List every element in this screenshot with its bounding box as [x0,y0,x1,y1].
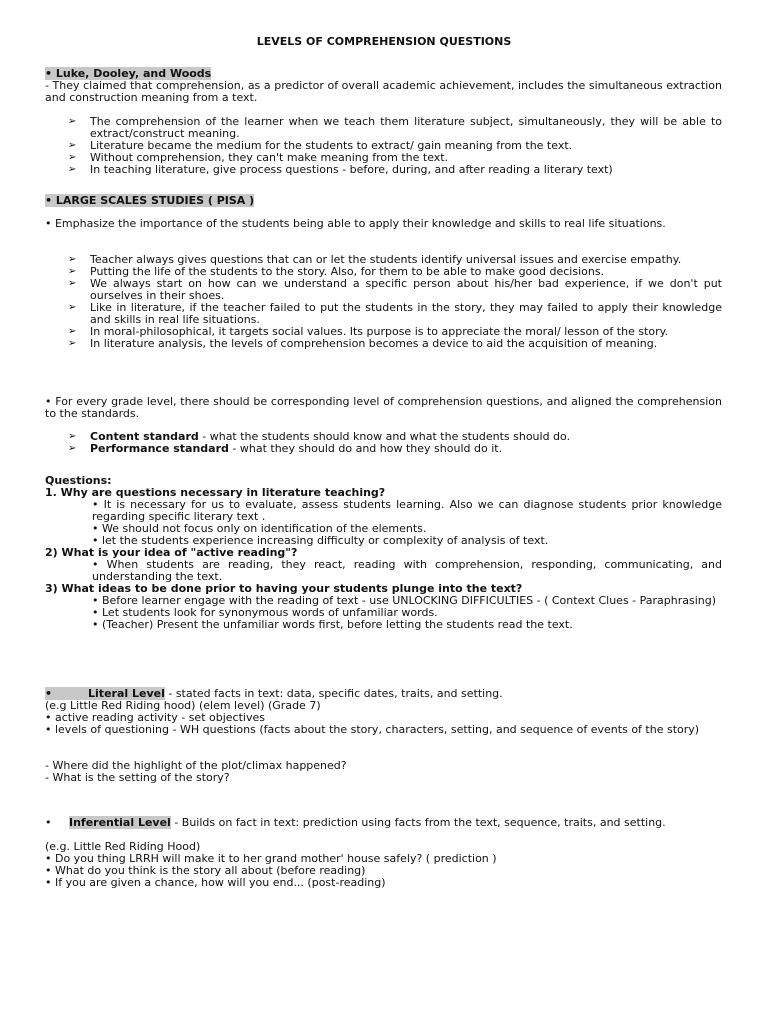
literal-level-section [45,688,722,784]
arrow-bullet-icon: ➢ [68,431,77,442]
questions-heading: Questions: [45,474,112,487]
arrow-bullet-icon: ➢ [68,302,77,313]
question-2: 2) What is your idea of "active reading"? [45,546,298,559]
inferential-level-section [45,817,722,889]
arrow-bullet-icon: ➢ [68,140,77,151]
arrow-bullet-icon: ➢ [68,254,77,265]
arrow-bullet-icon: ➢ [68,116,77,127]
arrow-bullet-icon: ➢ [68,164,77,175]
literal-example: - What is the setting of the story? [45,771,230,784]
arrow-bullet-icon: ➢ [68,443,77,454]
literal-line: • levels of questioning - WH questions (facts about the story, characters, setting, and sequence of events of the story) [45,723,700,736]
section-heading-pisa: • LARGE SCALES STUDIES ( PISA ) [45,194,255,207]
inferential-level-definition: • Inferential Level - Builds on fact in text: prediction using facts from the text, sequence, traits, and setting. [45,816,666,829]
list-item: ➢ We always start on how can we understand a specific person about his/her bad experience, if we don't put ourselves in their shoes. [68,277,722,302]
answer-item: • When students are reading, they react, reading with comprehension, responding, communicating, and understanding the text. [92,558,722,583]
list-item: ➢ Putting the life of the students to the story. Also, for them to be able to make good decisions. [68,265,605,278]
arrow-bullet-icon: ➢ [68,326,77,337]
list-item: ➢ In teaching literature, give process questions - before, during, and after reading a literary text) [68,163,613,176]
list-item: ➢ Literature became the medium for the students to extract/ gain meaning from the text. [68,139,573,152]
bullet-list-luke [45,116,722,176]
literal-level-term: Literal Level [88,687,165,700]
list-item: ➢ Content standard - what the students should know and what the students should do. [68,430,571,443]
list-item: ➢ In literature analysis, the levels of comprehension becomes a device to aid the acquisition of meaning. [68,337,658,350]
section-intro-standards: • For every grade level, there should be corresponding level of comprehension questions, and aligned the comprehension to the standards. [45,395,722,420]
question-1: 1. Why are questions necessary in literature teaching? [45,486,386,499]
list-item: ➢ Like in literature, if the teacher failed to put the students in the story, they may failed to apply their knowledge and skills in real life situations. [68,301,722,326]
section-heading-luke: • Luke, Dooley, and Woods [45,67,212,80]
list-item: ➢ Teacher always gives questions that can or let the students identify universal issues and exercise empathy. [68,253,682,266]
answer-item: • (Teacher) Present the unfamiliar words first, before letting the students read the text. [92,618,573,631]
inferential-line: • If you are given a chance, how will you end... (post-reading) [45,876,386,889]
section-intro-luke: - They claimed that comprehension, as a predictor of overall academic achievement, includes the simultaneous extraction and construction meaning from a text. [45,79,722,104]
inferential-line: • What do you think is the story all about (before reading) [45,864,366,877]
section-intro-pisa: • Emphasize the importance of the students being able to apply their knowledge and skills to real life situations. [45,217,666,230]
bullet-list-pisa [45,254,722,350]
bullet-list-standards [45,431,722,455]
answer-item: • We should not focus only on identification of the elements. [92,522,427,535]
arrow-bullet-icon: ➢ [68,278,77,289]
questions-section [45,475,722,631]
literal-example: - Where did the highlight of the plot/climax happened? [45,759,347,772]
arrow-bullet-icon: ➢ [68,152,77,163]
list-item: ➢ The comprehension of the learner when we teach them literature subject, simultaneously, they will be able to extract/construct meaning. [68,115,722,140]
answer-item: • It is necessary for us to evaluate, assess students learning. Also we can diagnose students prior knowledge regarding specific literary text . [92,498,722,523]
arrow-bullet-icon: ➢ [68,338,77,349]
answer-item: • Let students look for synonymous words of unfamiliar words. [92,606,438,619]
list-item: ➢ Performance standard - what they should do and how they should do it. [68,442,503,455]
list-item: ➢ In moral-philosophical, it targets social values. Its purpose is to appreciate the moral/ lesson of the story. [68,325,669,338]
inferential-line: (e.g. Little Red Riding Hood) [45,840,201,853]
list-item: ➢ Without comprehension, they can't make meaning from the text. [68,151,449,164]
inferential-line: • Do you thing LRRH will make it to her grand mother' house safely? ( prediction ) [45,852,497,865]
answer-item: • let the students experience increasing difficulty or complexity of analysis of text. [92,534,549,547]
inferential-level-term: Inferential Level [69,816,171,829]
literal-level-definition: • Literal Level - stated facts in text: data, specific dates, traits, and setting. [45,687,503,700]
literal-line: (e.g Little Red Riding hood) (elem level) (Grade 7) [45,699,321,712]
question-3: 3) What ideas to be done prior to having your students plunge into the text? [45,582,523,595]
answer-item: • Before learner engage with the reading of text - use UNLOCKING DIFFICULTIES - ( Context Clues - Paraphrasing) [92,594,717,607]
literal-line: • active reading activity - set objectives [45,711,265,724]
page-title: LEVELS OF COMPREHENSION QUESTIONS [256,35,512,48]
arrow-bullet-icon: ➢ [68,266,77,277]
